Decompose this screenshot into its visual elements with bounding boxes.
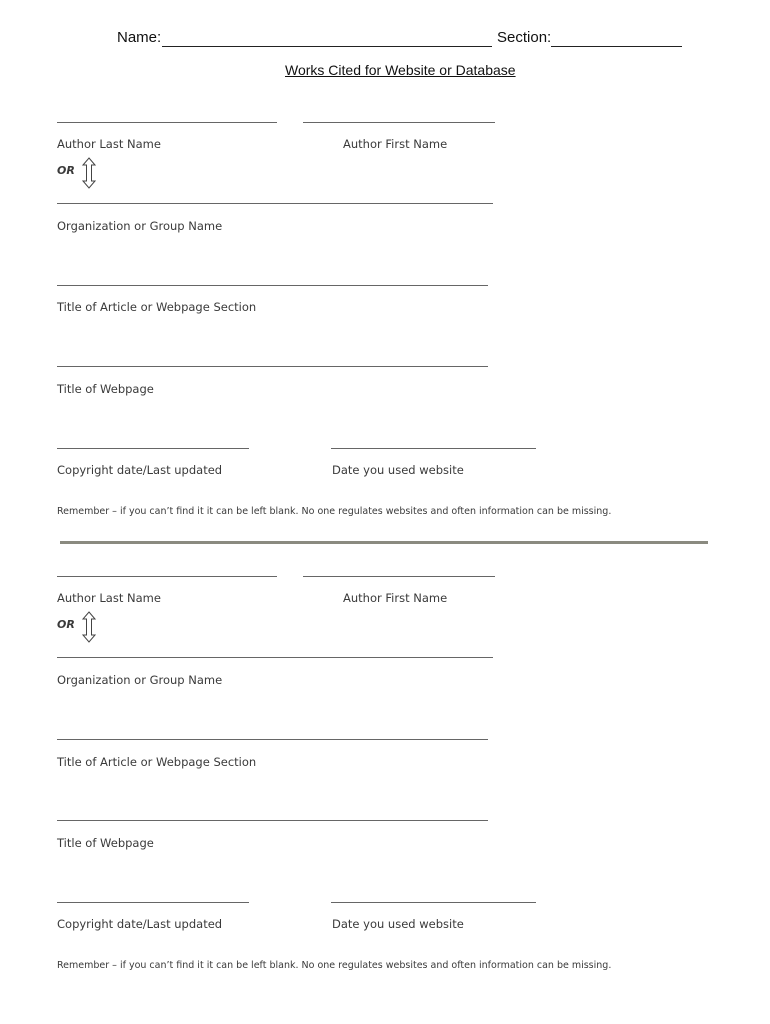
name-field[interactable] [162,46,492,47]
article-title-field[interactable] [57,739,488,740]
webpage-title-label: Title of Webpage [57,836,154,850]
author-first-label: Author First Name [343,591,448,605]
date-used-field[interactable] [331,448,536,449]
author-last-label: Author Last Name [57,591,161,605]
author-first-field[interactable] [303,576,495,577]
copyright-date-label: Copyright date/Last updated [57,917,223,931]
organization-label: Organization or Group Name [57,673,223,687]
article-title-label: Title of Article or Webpage Section [57,755,257,769]
article-title-label: Title of Article or Webpage Section [57,300,257,314]
section-field[interactable] [551,46,682,47]
up-down-arrow-icon [82,611,96,643]
copyright-date-label: Copyright date/Last updated [57,463,223,477]
name-label: Name: [117,29,162,46]
section-label: Section: [497,29,552,46]
author-first-label: Author First Name [343,137,448,151]
copyright-date-field[interactable] [57,902,249,903]
section-divider [60,541,708,544]
organization-field[interactable] [57,203,493,204]
author-first-field[interactable] [303,122,495,123]
author-last-field[interactable] [57,576,277,577]
author-last-field[interactable] [57,122,277,123]
copyright-date-field[interactable] [57,448,249,449]
up-down-arrow-icon [82,157,96,189]
remember-note: Remember – if you can’t find it it can be left blank. No one regulates websites and often information can be missing. [57,506,612,517]
or-label: OR [57,164,75,177]
date-used-field[interactable] [331,902,536,903]
date-used-label: Date you used website [332,463,464,477]
webpage-title-field[interactable] [57,820,488,821]
webpage-title-field[interactable] [57,366,488,367]
organization-field[interactable] [57,657,493,658]
article-title-field[interactable] [57,285,488,286]
or-label: OR [57,618,75,631]
remember-note: Remember – if you can’t find it it can be left blank. No one regulates websites and often information can be missing. [57,960,612,971]
page-title: Works Cited for Website or Database [285,62,516,78]
organization-label: Organization or Group Name [57,219,223,233]
author-last-label: Author Last Name [57,137,161,151]
date-used-label: Date you used website [332,917,464,931]
webpage-title-label: Title of Webpage [57,382,154,396]
